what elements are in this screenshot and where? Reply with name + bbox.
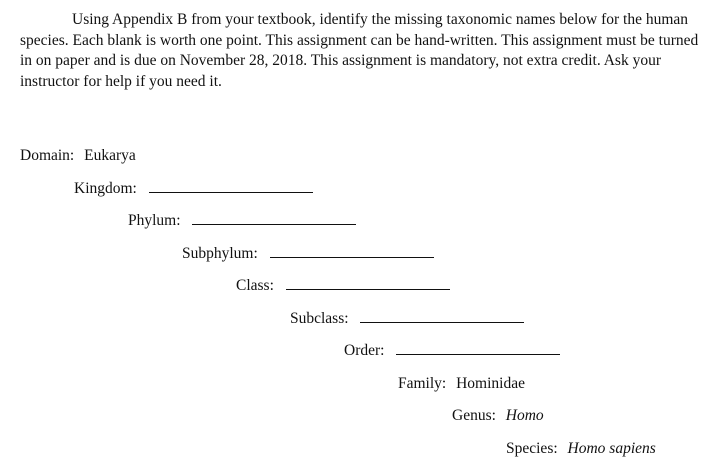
answer-blank[interactable] (396, 341, 560, 355)
answer-blank[interactable] (270, 244, 434, 258)
rank-label: Phylum: (128, 212, 181, 229)
rank-domain (20, 146, 136, 166)
rank-label: Family: (398, 375, 447, 392)
rank-phylum (128, 211, 356, 231)
rank-class (236, 276, 450, 296)
rank-label: Genus: (452, 407, 496, 424)
rank-label: Domain: (20, 147, 75, 164)
rank-family (398, 374, 525, 394)
rank-value: Eukarya (84, 147, 136, 164)
answer-blank[interactable] (192, 211, 356, 225)
rank-subphylum (182, 244, 434, 264)
rank-label: Subclass: (290, 310, 349, 327)
rank-kingdom (74, 179, 313, 199)
rank-species (506, 439, 656, 459)
rank-label: Order: (344, 342, 385, 359)
answer-blank[interactable] (286, 276, 450, 290)
rank-label: Species: (506, 440, 558, 457)
rank-value: Homo (505, 407, 544, 424)
answer-blank[interactable] (149, 179, 313, 193)
rank-value: Homo sapiens (567, 440, 656, 457)
rank-genus (452, 406, 544, 426)
rank-label: Kingdom: (74, 180, 137, 197)
rank-label: Subphylum: (182, 245, 258, 262)
instructions-paragraph: Using Appendix B from your textbook, identify the missing taxonomic names below for the human species. Each blank is worth one point. This assignment can be hand-written. This assignment must be turned in on paper and is due on November 28, 2018. This assignment is mandatory, not extra credit. Ask your instructor for help if you need it. (20, 11, 699, 90)
rank-label: Class: (236, 277, 274, 294)
rank-subclass (290, 309, 524, 329)
answer-blank[interactable] (360, 309, 524, 323)
rank-value: Hominidae (456, 375, 525, 392)
rank-order (344, 341, 560, 361)
